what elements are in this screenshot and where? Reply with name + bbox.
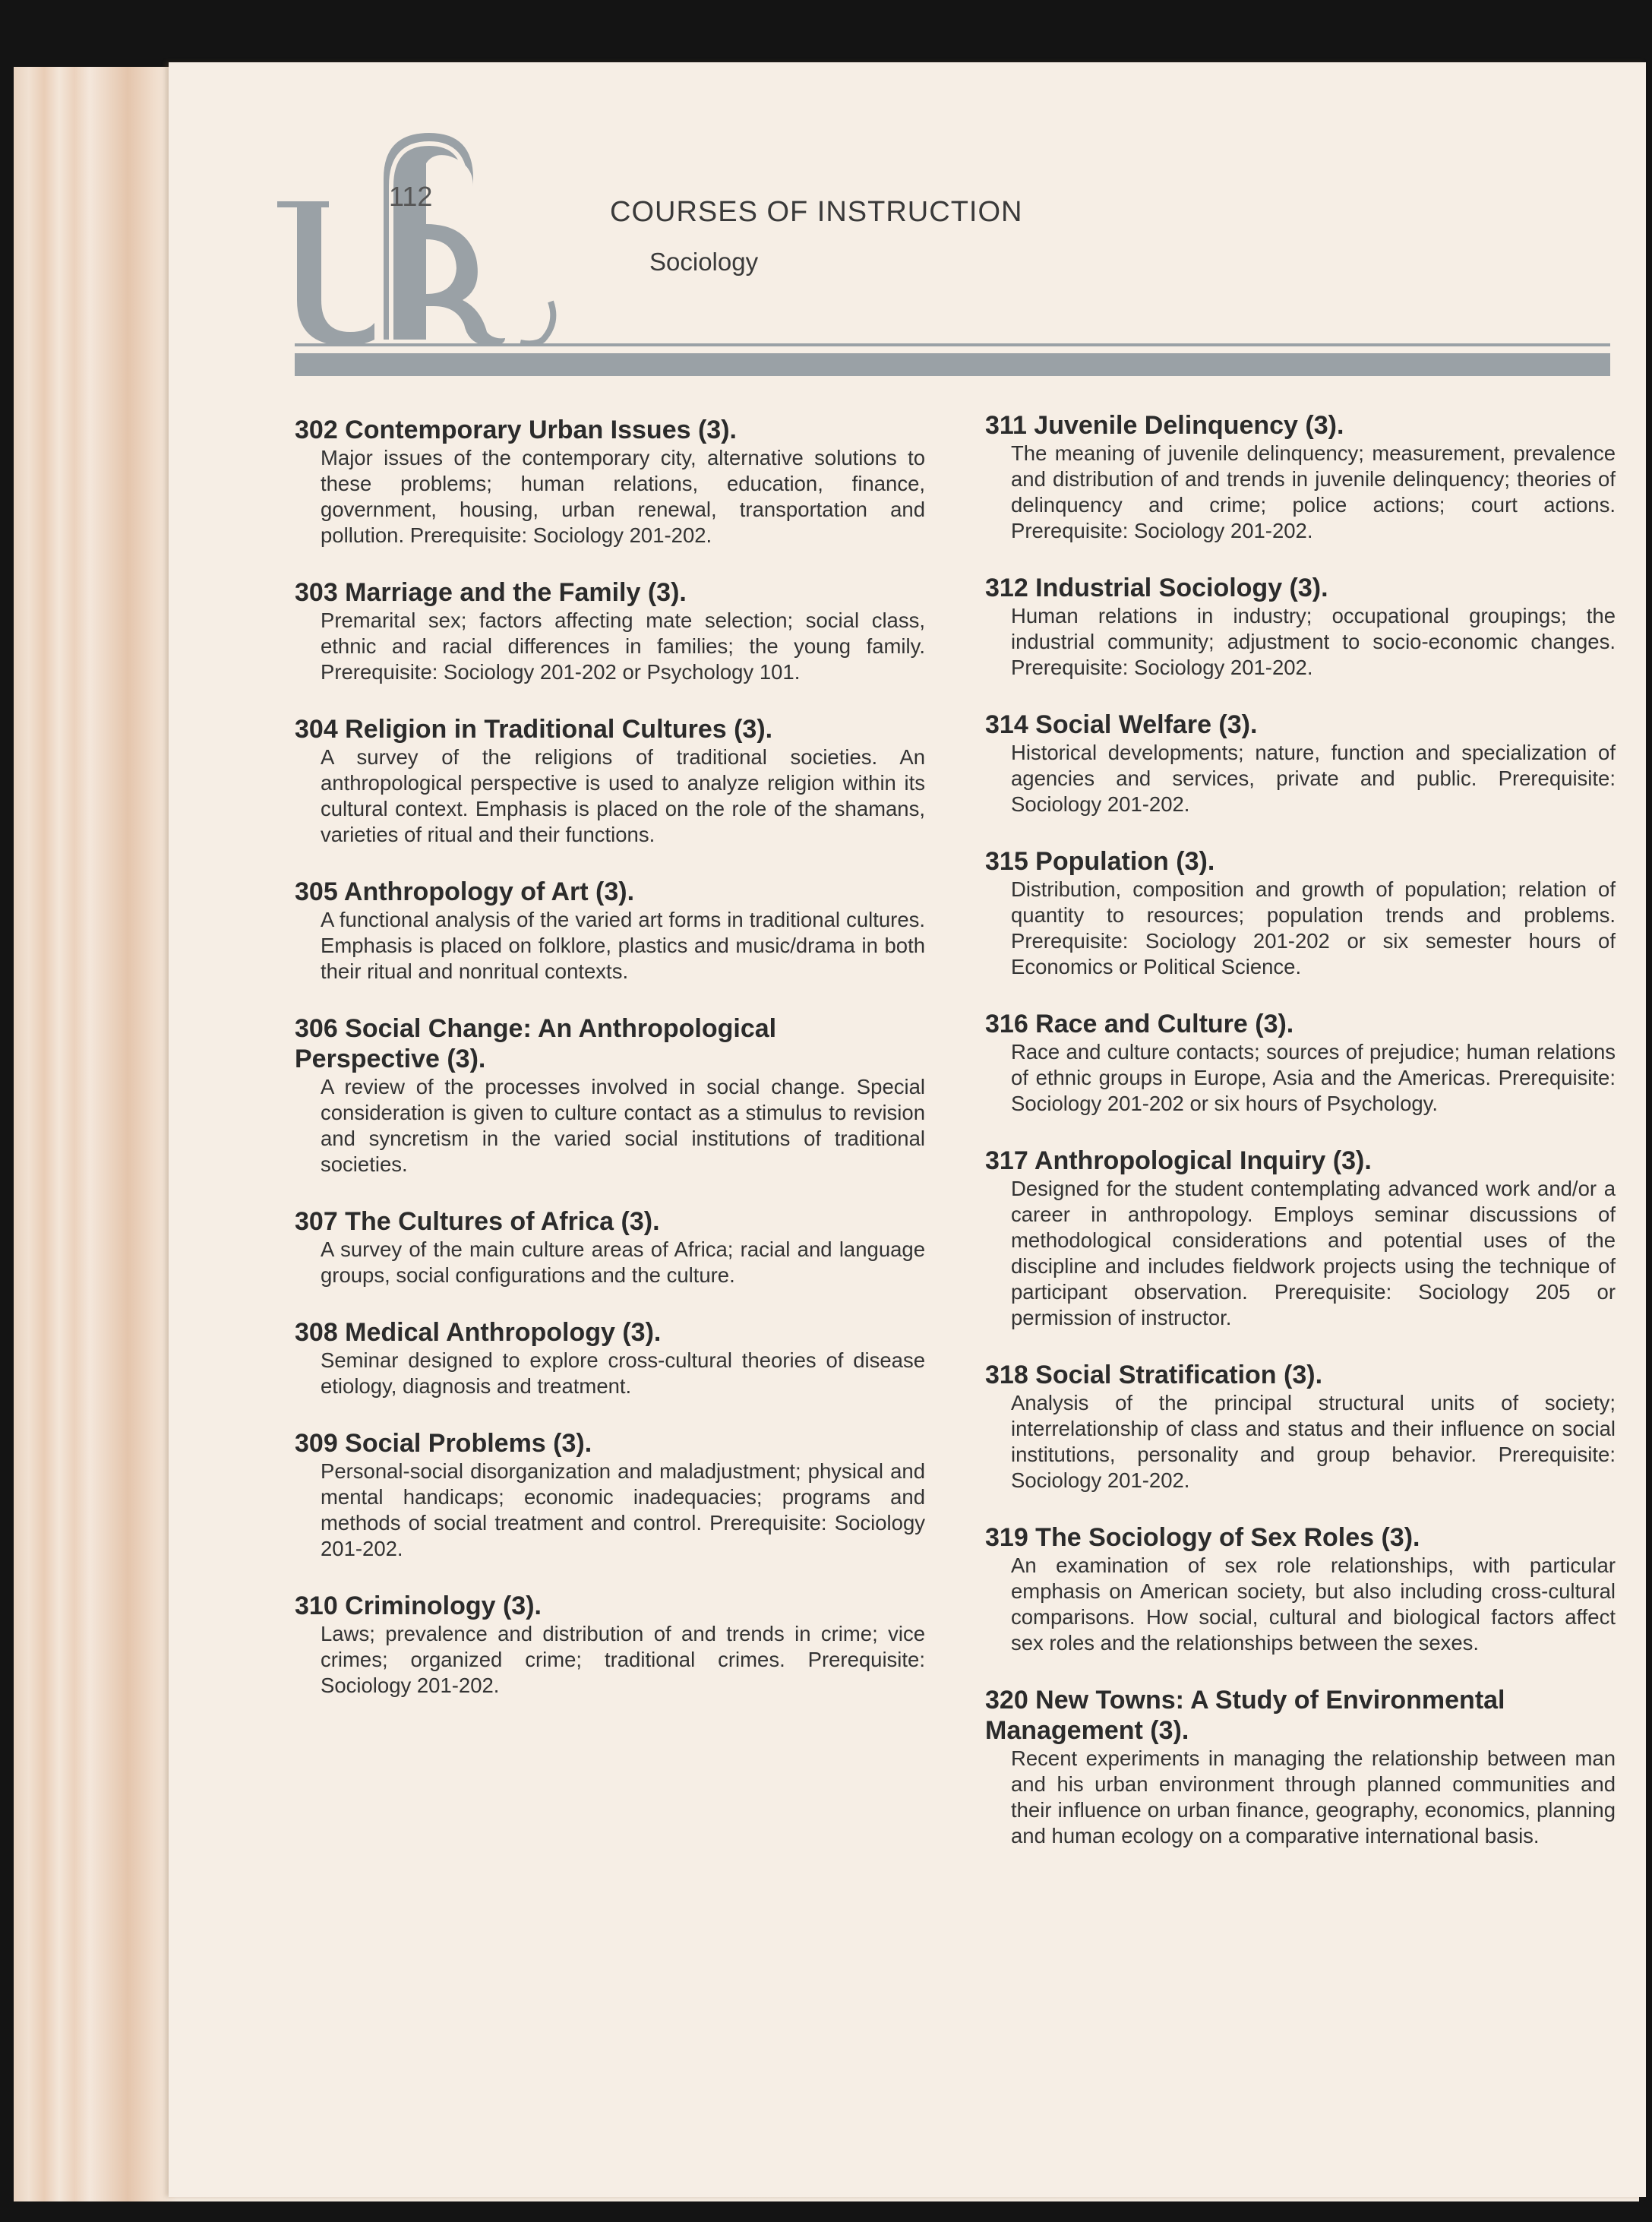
course-entry — [295, 415, 925, 548]
course-entry — [295, 1591, 925, 1699]
header-rule-thin — [295, 343, 1610, 346]
course-entry — [295, 877, 925, 985]
course-entry — [985, 573, 1616, 681]
course-entry — [985, 1360, 1616, 1493]
right-column — [985, 410, 1616, 1878]
course-description: The meaning of juvenile delinquency; measurement, prevalence and distribution of and trends in juvenile delinquency; theories of delinquency and crime; police actions; court actions. Prerequisite: Sociology 201-202. — [1011, 441, 1616, 542]
course-entry — [295, 1317, 925, 1399]
course-description: Laws; prevalence and distribution of and trends in crime; vice crimes; organized crime; traditional crimes. Prerequisite: Sociology 201-202. — [321, 1622, 925, 1697]
course-title: 316 Race and Culture (3). — [985, 1010, 1294, 1038]
course-description: A survey of the main culture areas of Africa; racial and language groups, social configurations and the culture. — [321, 1237, 925, 1287]
course-title: 318 Social Stratification (3). — [985, 1361, 1323, 1389]
course-description: Premarital sex; factors affecting mate selection; social class, ethnic and racial differences in families; the young family. Prerequisite: Sociology 201-202 or Psychology 101. — [321, 608, 925, 684]
course-description: Race and culture contacts; sources of prejudice; human relations of ethnic groups in Europe, Asia and the Americas. Prerequisite: Sociology 201-202 or six hours of Psychology. — [1011, 1040, 1616, 1115]
course-entry — [295, 1206, 925, 1288]
course-description: A functional analysis of the varied art forms in traditional cultures. Emphasis is placed on folklore, plastics and music/drama in both their ritual and nonritual contexts. — [321, 908, 925, 983]
course-title: 302 Contemporary Urban Issues (3). — [295, 416, 737, 444]
course-entry — [985, 1146, 1616, 1331]
section-subtitle: Sociology — [649, 248, 759, 276]
course-entry — [985, 1685, 1616, 1849]
course-title: 303 Marriage and the Family (3). — [295, 578, 687, 607]
course-entry — [985, 846, 1616, 980]
course-title: 304 Religion in Traditional Cultures (3). — [295, 715, 773, 744]
course-title: 312 Industrial Sociology (3). — [985, 574, 1328, 602]
course-title: 319 The Sociology of Sex Roles (3). — [985, 1523, 1420, 1552]
course-description: Distribution, composition and growth of population; relation of quantity to resources; population trends and problems. Prerequisite: Sociology 201-202 or six semester hours of Economics or Political Science. — [1011, 877, 1616, 978]
course-entry — [985, 710, 1616, 817]
course-title: 306 Social Change: An Anthropological Perspective (3). — [295, 1014, 777, 1073]
course-entry — [295, 714, 925, 848]
course-description: An examination of sex role relationships, with particular emphasis on American society, but also including cross-cultural comparisons. How social, cultural and biological factors affect sex roles and the relationships between the sexes. — [1011, 1554, 1616, 1655]
header-rule-thick — [295, 353, 1610, 376]
course-entry — [295, 1428, 925, 1562]
course-description: A review of the processes involved in social change. Special consideration is given to culture contact as a stimulus to revision and syncretism in the varied social institutions of traditional societies. — [321, 1075, 925, 1176]
course-title: 314 Social Welfare (3). — [985, 710, 1258, 739]
course-title: 320 New Towns: A Study of Environmental Management (3). — [985, 1686, 1505, 1745]
course-description: Recent experiments in managing the relationship between man and his urban environment through planned communities and their influence on urban finance, geography, economics, planning and human ecology on a comparative international basis. — [1011, 1746, 1616, 1847]
course-title: 315 Population (3). — [985, 847, 1215, 876]
course-title: 310 Criminology (3). — [295, 1591, 542, 1620]
ur-logo — [277, 133, 577, 346]
course-description: Personal-social disorganization and maladjustment; physical and mental handicaps; economic inadequacies; programs and methods of social treatment and control. Prerequisite: Sociology 201-202. — [321, 1459, 925, 1560]
course-description: Historical developments; nature, function and specialization of agencies and services, private and public. Prerequisite: Sociology 201-202. — [1011, 741, 1616, 816]
course-description: Analysis of the principal structural units of society; interrelationship of class and status and their influence on social institutions, personality and group behavior. Prerequisite: Sociology 201-202. — [1011, 1391, 1616, 1492]
course-title: 307 The Cultures of Africa (3). — [295, 1207, 660, 1236]
course-entry — [985, 1009, 1616, 1117]
course-description: Human relations in industry; occupational groupings; the industrial community; adjustment to socio-economic changes. Prerequisite: Sociology 201-202. — [1011, 604, 1616, 679]
section-title: COURSES OF INSTRUCTION — [610, 196, 1023, 228]
course-entry — [295, 577, 925, 685]
course-entry — [295, 1013, 925, 1177]
page-number: 112 — [389, 181, 433, 212]
course-description: Major issues of the contemporary city, alternative solutions to these problems; human relations, education, finance, government, housing, urban renewal, transportation and pollution. Prerequisite: Sociology 201-202. — [321, 446, 925, 547]
course-description: A survey of the religions of traditional societies. An anthropological perspective is used to analyze religion within its cultural context. Emphasis is placed on the role of the shamans, varieties of ritual and their functions. — [321, 745, 925, 846]
left-column — [295, 415, 925, 1727]
course-title: 305 Anthropology of Art (3). — [295, 877, 635, 906]
course-description: Seminar designed to explore cross-cultural theories of disease etiology, diagnosis and treatment. — [321, 1348, 925, 1398]
course-title: 311 Juvenile Delinquency (3). — [985, 411, 1344, 440]
course-entry — [985, 1522, 1616, 1656]
course-entry — [985, 410, 1616, 544]
course-title: 308 Medical Anthropology (3). — [295, 1318, 662, 1347]
course-description: Designed for the student contemplating advanced work and/or a career in anthropology. Employs seminar discussions of methodological considerations and potential uses of the discipline and includes fieldwork projects using the technique of participant observation. Prerequisite: Sociology 205 or permission of instructor. — [1011, 1177, 1616, 1329]
course-title: 317 Anthropological Inquiry (3). — [985, 1146, 1372, 1175]
course-title: 309 Social Problems (3). — [295, 1429, 592, 1458]
